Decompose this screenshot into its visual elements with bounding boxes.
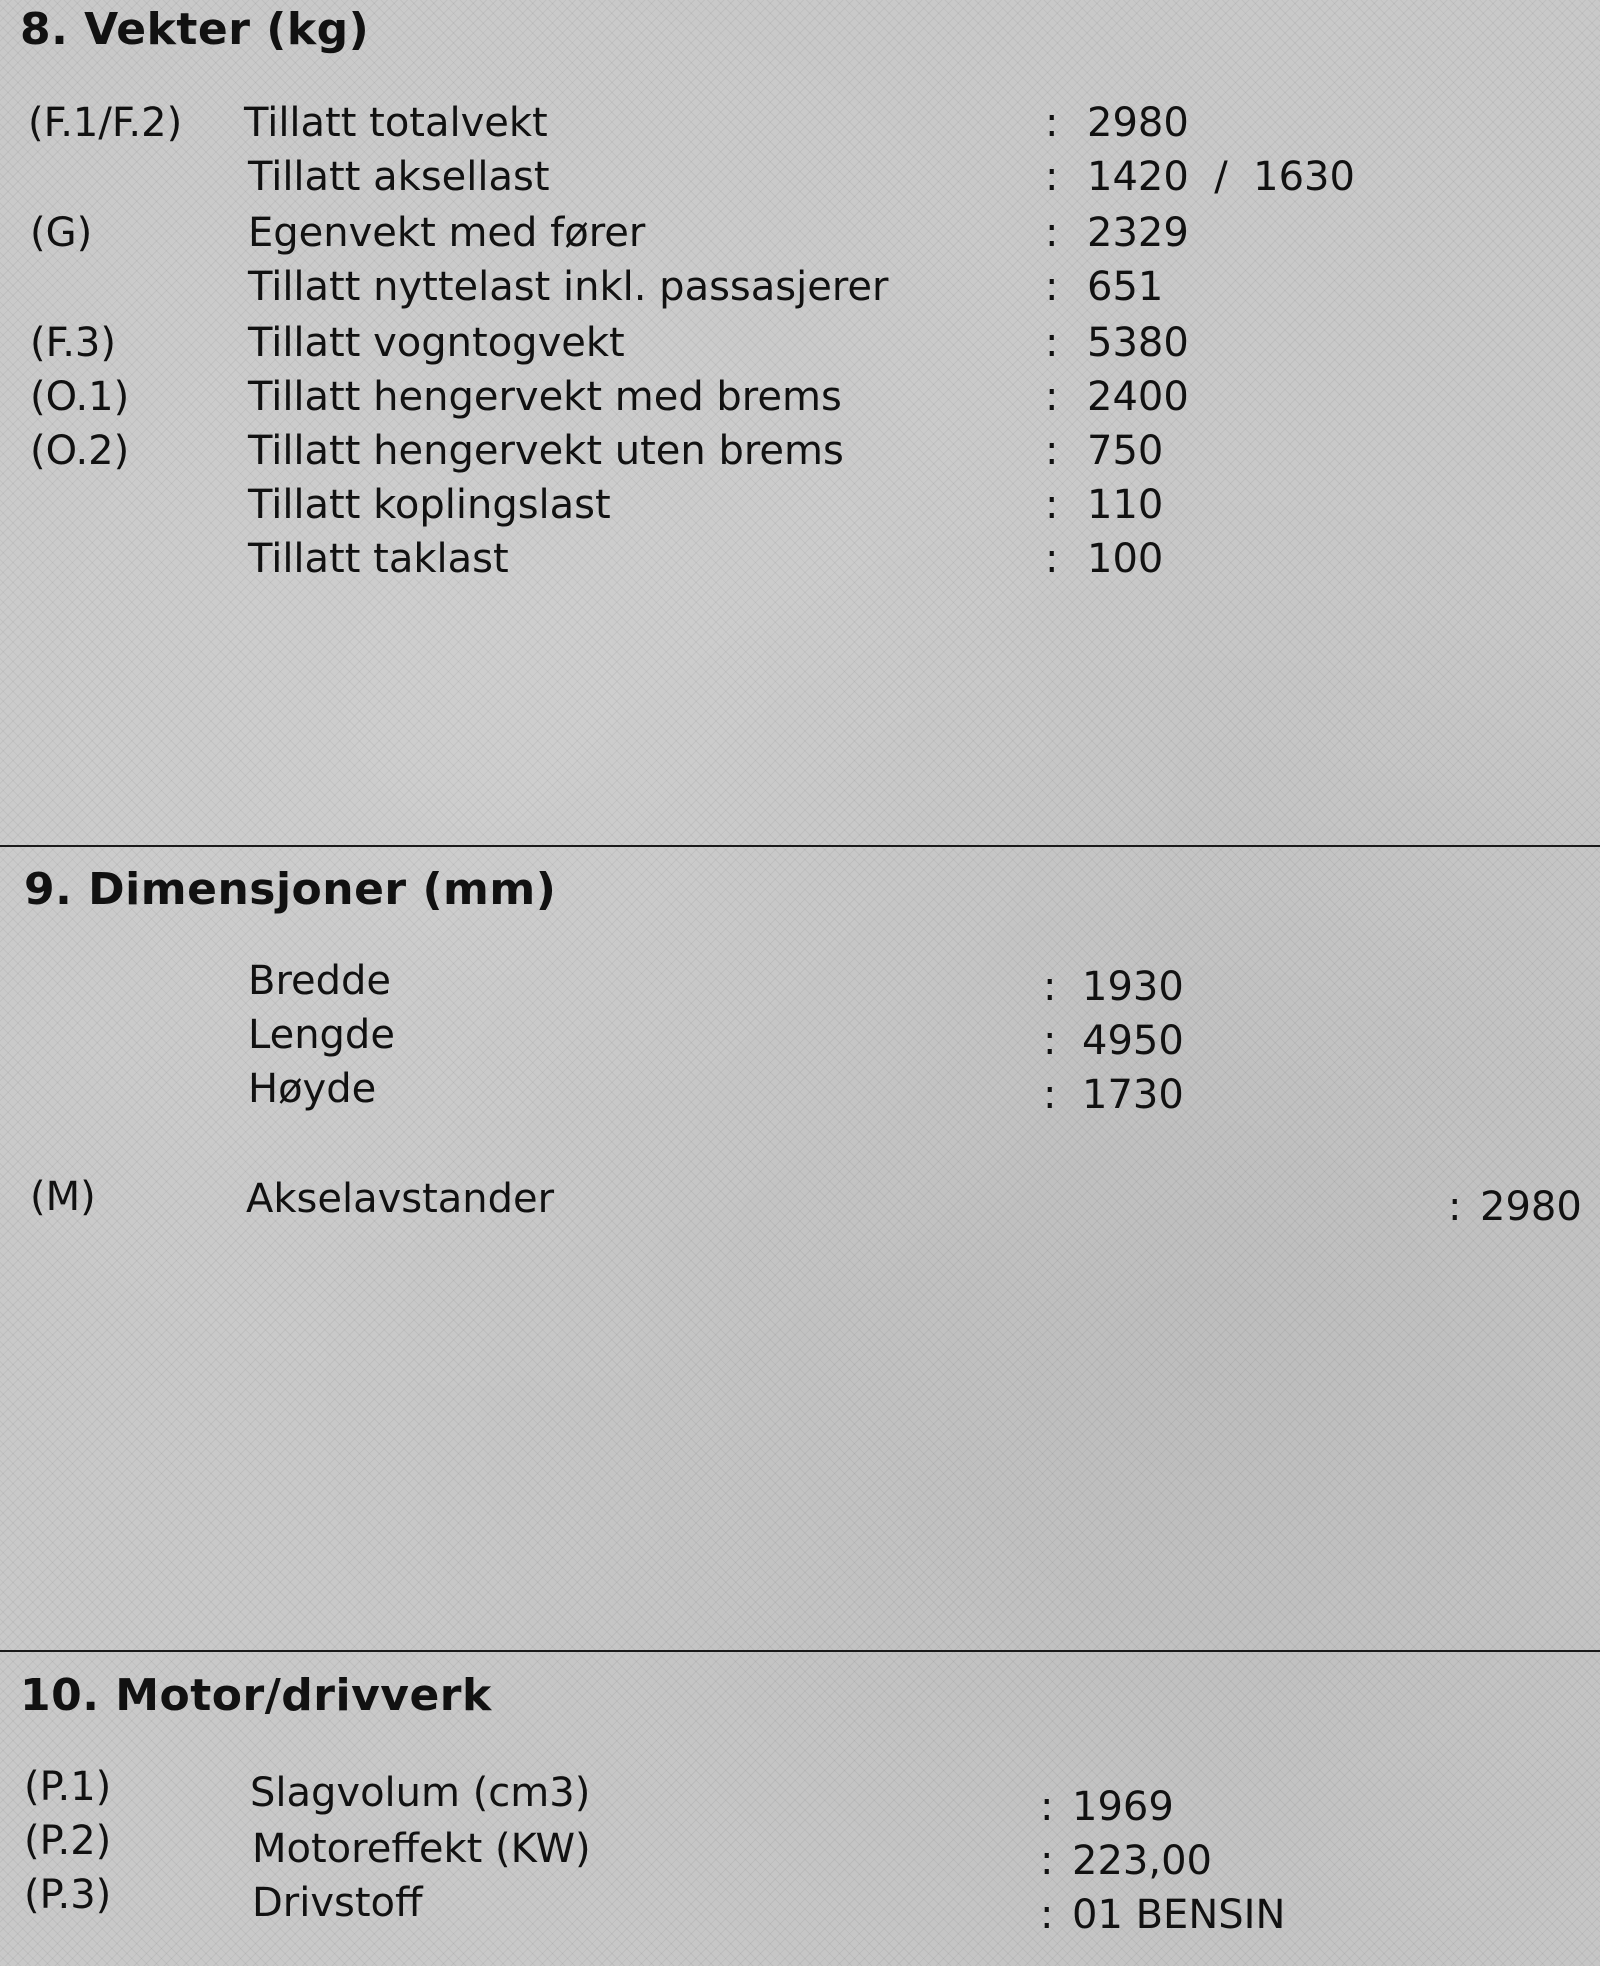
row-code: (F.3) [30, 320, 116, 366]
row-separator: : [1040, 1892, 1054, 1938]
row-label: Høyde [248, 1066, 377, 1112]
row-label: Tillatt aksellast [248, 154, 550, 200]
section-title-weights: 8. Vekter (kg) [20, 4, 370, 55]
row-separator: : [1043, 1018, 1057, 1064]
row-code: (P.1) [24, 1764, 112, 1810]
row-label: Akselavstander [246, 1176, 555, 1222]
row-code: (P.2) [24, 1818, 112, 1864]
row-value: 2980 [1480, 1184, 1582, 1230]
row-separator: : [1045, 264, 1059, 310]
row-label: Tillatt koplingslast [248, 482, 611, 528]
row-code: (M) [30, 1174, 96, 1220]
row-separator: : [1045, 428, 1059, 474]
row-separator: : [1043, 1072, 1057, 1118]
row-code: (P.3) [24, 1872, 112, 1918]
section-divider [0, 845, 1600, 847]
row-label: Tillatt vogntogvekt [248, 320, 625, 366]
row-value: 01 BENSIN [1072, 1892, 1286, 1938]
row-value: 100 [1087, 536, 1164, 582]
row-value: 2329 [1087, 210, 1189, 256]
row-separator: : [1045, 374, 1059, 420]
row-separator: : [1045, 536, 1059, 582]
row-separator: : [1448, 1184, 1462, 1230]
row-label: Lengde [248, 1012, 395, 1058]
row-value: 750 [1087, 428, 1164, 474]
row-label: Drivstoff [252, 1880, 423, 1926]
row-value: 2400 [1087, 374, 1189, 420]
section-title-dimensions: 9. Dimensjoner (mm) [24, 864, 557, 915]
section-title-engine: 10. Motor/drivverk [20, 1670, 492, 1721]
row-label: Slagvolum (cm3) [250, 1770, 591, 1816]
row-separator: : [1045, 210, 1059, 256]
row-value: 1969 [1072, 1784, 1174, 1830]
section-divider [0, 1650, 1600, 1652]
row-separator: : [1045, 100, 1059, 146]
row-separator: : [1040, 1838, 1054, 1884]
row-label: Tillatt nyttelast inkl. passasjerer [248, 264, 889, 310]
row-code: (F.1/F.2) [28, 100, 183, 146]
row-label: Bredde [248, 958, 392, 1004]
row-label: Egenvekt med fører [248, 210, 646, 256]
row-label: Tillatt taklast [248, 536, 509, 582]
row-separator: : [1043, 964, 1057, 1010]
row-value: 223,00 [1072, 1838, 1212, 1884]
row-value: 1420 / 1630 [1087, 154, 1355, 200]
row-label: Tillatt hengervekt med brems [248, 374, 842, 420]
row-code: (O.1) [30, 374, 130, 420]
row-value: 1930 [1082, 964, 1184, 1010]
row-code: (O.2) [30, 428, 130, 474]
row-value: 4950 [1082, 1018, 1184, 1064]
row-label: Tillatt totalvekt [244, 100, 548, 146]
row-value: 1730 [1082, 1072, 1184, 1118]
row-value: 5380 [1087, 320, 1189, 366]
row-separator: : [1040, 1784, 1054, 1830]
row-value: 651 [1087, 264, 1164, 310]
row-value: 110 [1087, 482, 1164, 528]
row-separator: : [1045, 320, 1059, 366]
row-code: (G) [30, 210, 93, 256]
row-label: Motoreffekt (KW) [252, 1826, 591, 1872]
row-value: 2980 [1087, 100, 1189, 146]
row-separator: : [1045, 154, 1059, 200]
row-separator: : [1045, 482, 1059, 528]
row-label: Tillatt hengervekt uten brems [248, 428, 844, 474]
